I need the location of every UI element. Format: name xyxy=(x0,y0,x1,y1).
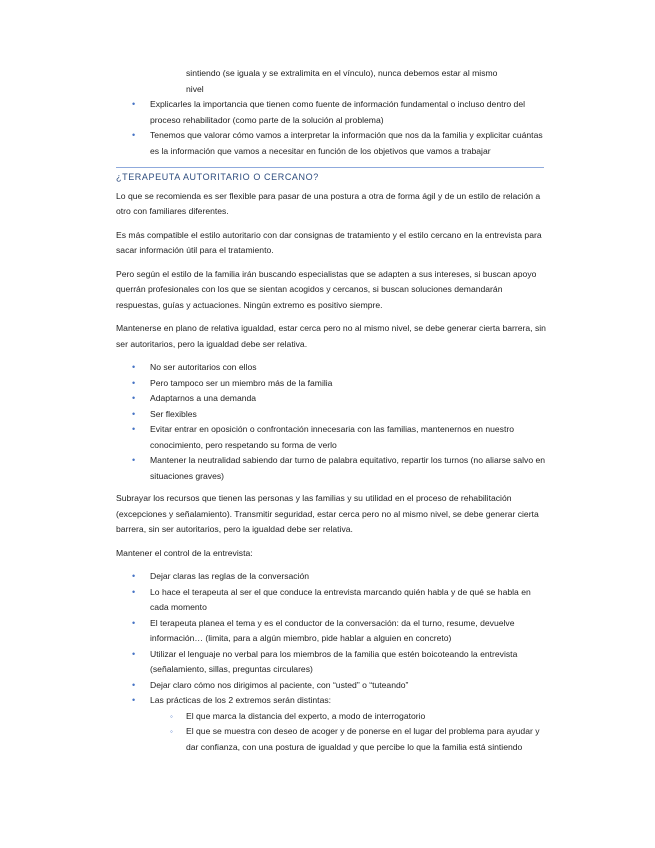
list-item: • Pero tampoco ser un miembro más de la familia xyxy=(116,376,546,392)
list-item: • Dejar claro cómo nos dirigimos al paciente, con “usted” o “tuteando” xyxy=(116,678,546,694)
list-item: • El terapeuta planea el tema y es el conductor de la conversación: da el turno, resume, devuelve información… (limita, para a algún miembro, pide hablar a alguien en concreto) xyxy=(116,616,546,647)
section-heading: ¿TERAPEUTA AUTORITARIO O CERCANO? xyxy=(116,172,319,182)
sub-bullet-list xyxy=(150,709,546,756)
list-item: • Explicarles la importancia que tienen como fuente de información fundamental o incluso dentro del proceso rehabilitador (como parte de la solución al problema) xyxy=(116,97,546,128)
paragraph-control: Mantener el control de la entrevista: xyxy=(116,547,253,558)
list-item: • Dejar claras las reglas de la conversación xyxy=(116,569,546,585)
sub-list-item: ◦ El que marca la distancia del experto, a modo de interrogatorio xyxy=(116,709,546,725)
list-item: • Utilizar el lenguaje no verbal para los miembros de la familia que estén boicoteando la entrevista (señalamiento, sillas, preguntas circulares) xyxy=(116,647,546,678)
list-item xyxy=(116,693,546,755)
paragraph-flexibility: Lo que se recomienda es ser flexible para pasar de una postura a otra de forma ágil y de un estilo de relación a otro con familiares diferentes. xyxy=(116,190,541,216)
list-item-text: Las prácticas de los 2 extremos serán distintas: xyxy=(150,695,332,705)
paragraph-family-style: Pero según el estilo de la familia irán buscando especialistas que se adapten a sus intereses, si buscan apoyo querrán profesionales con los que se sientan acogidos y cercanos, si buscan soluciones demandarán respuestas, guías y actuaciones. Ningún extremo es positivo siempre. xyxy=(116,268,537,310)
paragraph-resources: Subrayar los recursos que tienen las personas y las familias y su utilidad en el proceso de rehabilitación (excepciones y señalamiento). Transmitir seguridad, estar cerca pero no al mismo nivel, se debe generar cierta barrera, sin ser autoritarios, pero la igualdad debe ser relativa. xyxy=(116,493,539,534)
list-item: • Ser flexibles xyxy=(116,407,546,423)
paragraph-relative-equality: Mantenerse en plano de relativa igualdad, estar cerca pero no al mismo nivel, se debe generar cierta barrera, sin ser autoritarios, pero la igualdad debe ser relativa. xyxy=(116,323,546,349)
list-item: • Adaptarnos a una demanda xyxy=(116,391,546,407)
continuation-line-1: sintiendo (se iguala y se extralimita en el vínculo), nunca debemos estar al mismo xyxy=(186,68,498,78)
continuation-line-2: nivel xyxy=(186,83,204,94)
list-item: • Tenemos que valorar cómo vamos a interpretar la información que nos da la familia y explicitar cuántas es la información que vamos a necesitar en función de los objetivos que vamos a trabajar xyxy=(116,128,546,159)
list-item: • Mantener la neutralidad sabiendo dar turno de palabra equitativo, repartir los turnos (no aliarse salvo en situaciones graves) xyxy=(116,453,546,484)
paragraph-styles: Es más compatible el estilo autoritario con dar consignas de tratamiento y el estilo cercano en la entrevista para sacar información útil para el tratamiento. xyxy=(116,229,542,255)
list-item: • Lo hace el terapeuta al ser el que conduce la entrevista marcando quién habla y de qué se habla en cada momento xyxy=(116,585,546,616)
attitude-bullet-list xyxy=(116,360,546,484)
sub-list-item: ◦ El que se muestra con deseo de acoger y de ponerse en el lugar del problema para ayudar y dar confianza, con una postura de igualdad y que percibe lo que la familia está sintiendo xyxy=(116,724,546,755)
list-item: • Evitar entrar en oposición o confrontación innecesaria con las familias, mantenernos en nuestro conocimiento, pero respetando su forma de verlo xyxy=(116,422,546,453)
top-bullet-list xyxy=(116,97,546,159)
list-item: • No ser autoritarios con ellos xyxy=(116,360,546,376)
section-divider xyxy=(116,167,544,168)
page-content xyxy=(116,66,546,755)
control-bullet-list xyxy=(116,569,546,755)
